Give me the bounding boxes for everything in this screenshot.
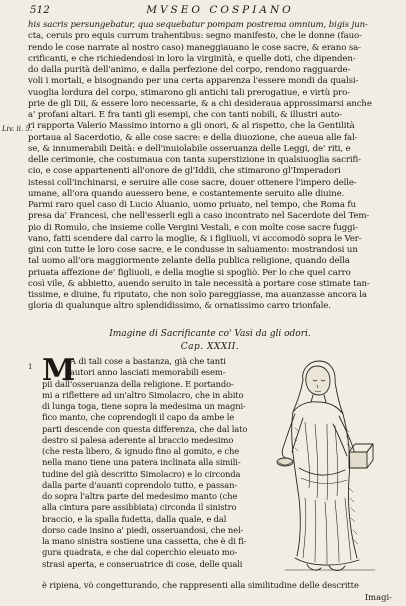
text-line: ri rapporta Valerio Massimo intorno a gli onori, & al rispetto, che la Gentilità <box>28 121 355 132</box>
text-line: nella mano tiene una patera inclinata alla simili- <box>42 457 241 468</box>
line-number: 1 <box>28 363 33 371</box>
text-line: umane, all'ora quando auessero bene, e costantemente seruito alle diuine. <box>28 188 345 199</box>
text-line: gura quadrata, e che dal coperchio eleuato mo- <box>42 547 238 558</box>
text-line: rendo le cose narrate al nostro caso) maneggiauano le cose sacre, & erano sa- <box>28 42 361 53</box>
text-line: mi a riflettere ad un'altro Simolacro, che in abito <box>42 389 244 400</box>
text-line: tudine del già descritto Simolacro) e lo circonda <box>42 468 241 479</box>
catchword: Imagi- <box>364 592 392 602</box>
text-line: gini con tutte le loro cose sacre, e le condusse in saluamento: mostrandosi un <box>28 245 358 255</box>
text-line: priuata affezione de' figliuoli, e della moglie si spogliò. Per lo che quel carro <box>28 267 351 278</box>
running-head: MVSEO COSPIANO <box>146 4 294 16</box>
text-line: parti descende con questa differenza, che dal lato <box>42 423 248 434</box>
text-line: voli i mortali, e bisognando per una certa apparenza l'essere mondi da qualsi- <box>28 76 359 87</box>
paragraph-2 <box>42 353 262 570</box>
text-line: portaua al Sacerdotio, & alle cose sacre: e della diuozione, che aueua alle fal- <box>28 132 358 143</box>
text-line: his sacris persungebatur, qua sequebatur pompam postrema omnium, bigis jun- <box>28 20 368 30</box>
text-line: prie de gli Dii, & essere loro necessarie, & a chi desideraua approssimarsi anche <box>28 98 372 109</box>
text-line: è ripiena, vò congetturando, che rappresenti alla similitudine delle descritte <box>42 580 359 590</box>
text-line: cio, e cose appartenenti all'onore de gl'Iddii, che stimarono gl'Imperadori <box>28 166 341 177</box>
chapter-number: Cap. XXXII. <box>180 342 240 352</box>
text-line: do sopra l'altra parte del medesimo manto (che <box>42 491 238 501</box>
page-number: 512 <box>30 5 50 16</box>
text-line: alla cintura pare assibbiata) circonda il sinistro <box>42 502 237 513</box>
text-line: vano, fatti scendere dal carro la moglie, & i figliuoli, vi accomodò sopra le Ver- <box>28 233 362 244</box>
text-line: tal uomo all'ora maggiormente zelante della publica religione, quando della <box>28 256 350 267</box>
text-line: delle cerimonie, che costumaua con tanta superstizione in qualsiuoglia sacrifi- <box>28 155 361 165</box>
text-line: pii dall'osseruanza della religione. E portando- <box>42 378 234 389</box>
text-line: cta, ceruis pro equis currum trahentibus: segno manifesto, che le donne (fauo- <box>28 31 362 42</box>
text-line: gloria di qualunque altro splendidissimo, & ornatissimo carro trionfale. <box>28 301 331 312</box>
text-line: dorso cade insino a' piedi, osseruandosi, che nel- <box>42 524 244 535</box>
text-line: Parmi raro quel caso di Lucio Aluanio, uomo priuato, nel tempo, che Roma fu <box>28 200 356 210</box>
paragraph-1 <box>28 20 394 313</box>
text-line: vuoglia lordura del corpo, stimarono gli antichi tali prerogatiue, e virtù pro- <box>28 87 350 98</box>
text-line: fico manto, che coprendogli il capo da ambe le <box>42 412 235 423</box>
text-line: destro si palesa aderente al braccio medesimo <box>42 434 234 445</box>
paragraph-2-continued <box>42 580 392 591</box>
text-line: di lunga toga, tiene sopra la medesima un magni- <box>42 401 246 411</box>
text-line: autori anno lasciati memorabili esem- <box>70 367 226 378</box>
text-line: la mano sinistra sostiene una cassetta, che è di fi- <box>42 536 247 546</box>
text-line: A di tali cose a bastanza, già che tanti <box>70 356 226 366</box>
chapter-title: Imagine di Sacrificante co' Vasi da gli odori. <box>109 329 311 339</box>
text-line: do dalla purità dell'animo, e dalla perfezione del corpo, rendono ragguarde- <box>28 65 351 75</box>
text-line: braccio, e la spalla fudetta, dalla quale, e dal <box>42 513 227 524</box>
text-line: dalla parte d'auanti coprendolo tutto, e passan- <box>42 479 238 490</box>
text-line: a' profani altari. E fra tanti gli esempi, che con tanti nobili, & illustri auto- <box>28 110 342 120</box>
margin-note: Liv. li. 5. <box>2 125 33 133</box>
text-line: così vile, & abbietto, auendo seruito in tale necessità a portare cose stimate tan- <box>28 278 370 289</box>
text-line: se, & innumerabili Deità: e dell'inuiolabile osseruanza delle Leggi, de' riti, e <box>28 143 351 154</box>
drop-cap: M <box>42 353 76 388</box>
text-line: (che resta libero, & ignudo fino al gomito, e che <box>42 446 240 456</box>
text-line: pio di Romulo, che insieme colle Vergini Vestali, e con molte cose sacre fuggi- <box>28 222 358 233</box>
page-header <box>30 5 400 19</box>
text-line: crificanti, e che richiedendosi in loro la virginità, e quelle doti, che dipenden- <box>28 53 356 64</box>
text-line: presa da' Francesi, che nell'esserli egli a caso incontrato nel Sacerdote del Tem- <box>28 211 370 222</box>
text-line: istessi coll'inchinarsi, e seruire alle cose sacre, douer ottenere l'impero delle- <box>28 177 357 188</box>
text-line: strasi aperta, e conseruatrice di cose, delle quali <box>42 558 243 569</box>
sacrificant-figure-engraving <box>265 358 385 576</box>
text-line: tissime, e diuine, fu riputato, che non solo pareggiasse, ma auanzasse ancora la <box>28 290 367 300</box>
